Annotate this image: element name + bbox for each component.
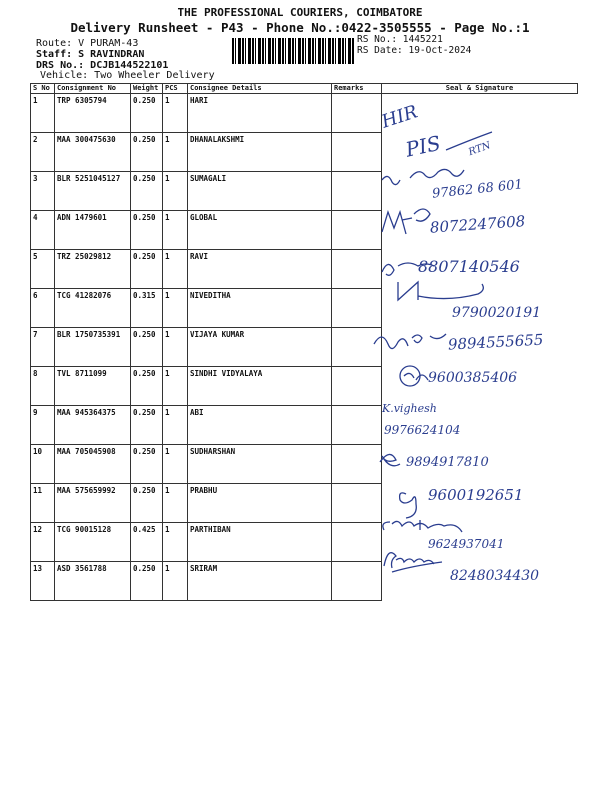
signature-cell xyxy=(382,211,578,250)
weight-cell: 0.250 xyxy=(131,484,163,523)
table-row xyxy=(31,133,578,172)
table-row xyxy=(31,94,578,133)
sig-text: 9976624104 xyxy=(384,423,461,437)
weight-cell: 0.250 xyxy=(131,406,163,445)
sig-text: K.vighesh xyxy=(382,402,437,415)
sig-text: HIR xyxy=(379,101,421,133)
route-label: Route: V PURAM-43 xyxy=(36,38,139,49)
pcs-cell: 1 xyxy=(163,289,188,328)
remarks-cell xyxy=(332,211,382,250)
remarks-cell xyxy=(332,289,382,328)
remarks-cell xyxy=(332,445,382,484)
sno-cell: 9 xyxy=(31,406,55,445)
company-title: THE PROFESSIONAL COURIERS, COIMBATORE xyxy=(177,6,423,19)
weight-cell: 0.250 xyxy=(131,250,163,289)
consignment-no-cell: ASD 3561788 xyxy=(55,562,131,601)
sno-cell: 1 xyxy=(31,94,55,133)
weight-cell: 0.250 xyxy=(131,445,163,484)
col-signature: Seal & Signature xyxy=(382,84,578,94)
signature-cell xyxy=(382,367,578,406)
signature-cell xyxy=(382,130,578,172)
consignment-no-cell: TCG 41282076 xyxy=(55,289,131,328)
col-consignment: Consignment No xyxy=(55,84,131,94)
consignee-cell: RAVI xyxy=(188,250,332,289)
consignment-no-cell: BLR 1750735391 xyxy=(55,328,131,367)
remarks-cell xyxy=(332,523,382,562)
rs-number: RS No.: 1445221 xyxy=(357,34,443,45)
sig-text: 8072247608 xyxy=(429,212,526,237)
consignee-cell: ABI xyxy=(188,406,332,445)
sig-text: 8248034430 xyxy=(450,568,540,584)
sno-cell: 13 xyxy=(31,562,55,601)
sno-cell: 2 xyxy=(31,133,55,172)
sig-text: 9894555655 xyxy=(447,330,544,354)
table-row xyxy=(31,250,578,289)
sno-cell: 5 xyxy=(31,250,55,289)
table-row xyxy=(31,562,578,601)
consignment-no-cell: MAA 945364375 xyxy=(55,406,131,445)
pcs-cell: 1 xyxy=(163,523,188,562)
pcs-cell: 1 xyxy=(163,406,188,445)
pcs-cell: 1 xyxy=(163,172,188,211)
weight-cell: 0.250 xyxy=(131,328,163,367)
consignment-no-cell: TRZ 25029812 xyxy=(55,250,131,289)
sno-cell: 12 xyxy=(31,523,55,562)
pcs-cell: 1 xyxy=(163,445,188,484)
sig-text: 9600192651 xyxy=(428,486,524,504)
consignee-cell: GLOBAL xyxy=(188,211,332,250)
table-row xyxy=(31,484,578,523)
pcs-cell: 1 xyxy=(163,562,188,601)
sig-text: 97862 68 601 xyxy=(431,177,524,202)
consignee-cell: DHANALAKSHMI xyxy=(188,133,332,172)
weight-cell: 0.315 xyxy=(131,289,163,328)
table-row xyxy=(31,406,578,445)
sig-text: 9790020191 xyxy=(452,305,542,321)
remarks-cell xyxy=(332,367,382,406)
sno-cell: 8 xyxy=(31,367,55,406)
consignee-cell: PRABHU xyxy=(188,484,332,523)
sig-text: 9894917810 xyxy=(406,455,489,470)
col-consignee: Consignee Details xyxy=(188,84,332,94)
pcs-cell: 1 xyxy=(163,94,188,133)
pcs-cell: 1 xyxy=(163,250,188,289)
runsheet-title: Delivery Runsheet - P43 - Phone No.:0422-3505555 - Page No.:1 xyxy=(70,20,530,35)
remarks-cell xyxy=(332,172,382,211)
col-sno: S No xyxy=(31,84,55,94)
consignment-no-cell: MAA 300475630 xyxy=(55,133,131,172)
signature-cell xyxy=(382,445,578,484)
remarks-cell xyxy=(332,562,382,601)
signature-cell xyxy=(382,406,578,445)
table-row xyxy=(31,367,578,406)
weight-cell: 0.250 xyxy=(131,172,163,211)
signature-cell xyxy=(382,172,578,211)
weight-cell: 0.250 xyxy=(131,211,163,250)
pcs-cell: 1 xyxy=(163,328,188,367)
vehicle-label: Vehicle: Two Wheeler Delivery xyxy=(40,70,215,81)
signature-cell xyxy=(382,289,578,328)
remarks-cell xyxy=(332,328,382,367)
table-row xyxy=(31,445,578,484)
table-header xyxy=(31,84,578,94)
consignment-no-cell: BLR 5251045127 xyxy=(55,172,131,211)
staff-label: Staff: S RAVINDRAN xyxy=(36,49,145,60)
sno-cell: 10 xyxy=(31,445,55,484)
table-row xyxy=(31,172,578,211)
col-remarks: Remarks xyxy=(332,84,382,94)
remarks-cell xyxy=(332,484,382,523)
sno-cell: 7 xyxy=(31,328,55,367)
weight-cell: 0.250 xyxy=(131,367,163,406)
consignment-no-cell: TCG 90015128 xyxy=(55,523,131,562)
sig-text: 9600385406 xyxy=(428,370,518,386)
pcs-cell: 1 xyxy=(163,367,188,406)
sno-cell: 3 xyxy=(31,172,55,211)
consignee-cell: SRIRAM xyxy=(188,562,332,601)
table-row xyxy=(31,211,578,250)
rs-date: RS Date: 19-Oct-2024 xyxy=(357,45,472,56)
consignment-no-cell: MAA 705045908 xyxy=(55,445,131,484)
weight-cell: 0.425 xyxy=(131,523,163,562)
drs-number: DRS No.: DCJB144522101 xyxy=(36,60,169,71)
consignment-no-cell: TVL 8711099 xyxy=(55,367,131,406)
sig-text: 9624937041 xyxy=(428,537,505,551)
table-row xyxy=(31,328,578,367)
col-weight: Weight xyxy=(131,84,163,94)
table-row xyxy=(31,289,578,328)
consignee-cell: SINDHI VIDYALAYA xyxy=(188,367,332,406)
consignee-cell: SUDHARSHAN xyxy=(188,445,332,484)
consignment-no-cell: ADN 1479601 xyxy=(55,211,131,250)
runsheet-table xyxy=(30,83,578,601)
signature-cell xyxy=(382,484,578,523)
consignee-cell: HARI xyxy=(188,94,332,133)
consignment-no-cell: MAA 575659992 xyxy=(55,484,131,523)
pcs-cell: 1 xyxy=(163,133,188,172)
sig-text: PIS xyxy=(403,130,443,162)
remarks-cell xyxy=(332,250,382,289)
consignee-cell: SUMAGALI xyxy=(188,172,332,211)
sno-cell: 4 xyxy=(31,211,55,250)
consignment-no-cell: TRP 6305794 xyxy=(55,94,131,133)
remarks-cell xyxy=(332,94,382,133)
remarks-cell xyxy=(332,133,382,172)
sno-cell: 6 xyxy=(31,289,55,328)
remarks-cell xyxy=(332,406,382,445)
weight-cell: 0.250 xyxy=(131,94,163,133)
barcode-image xyxy=(232,38,354,64)
signature-cell xyxy=(382,250,578,289)
signature-cell xyxy=(382,523,578,562)
sig-text: RTN xyxy=(467,140,493,159)
weight-cell: 0.250 xyxy=(131,562,163,601)
signature-cell xyxy=(382,94,578,133)
consignee-cell: VIJAYA KUMAR xyxy=(188,328,332,367)
consignee-cell: NIVEDITHA xyxy=(188,289,332,328)
pcs-cell: 1 xyxy=(163,484,188,523)
signature-cell xyxy=(382,328,578,367)
col-pcs: PCS xyxy=(163,84,188,94)
sno-cell: 11 xyxy=(31,484,55,523)
weight-cell: 0.250 xyxy=(131,133,163,172)
pcs-cell: 1 xyxy=(163,211,188,250)
consignee-cell: PARTHIBAN xyxy=(188,523,332,562)
sig-text: 8807140546 xyxy=(418,257,520,276)
table-row xyxy=(31,523,578,562)
signature-cell xyxy=(382,562,578,601)
